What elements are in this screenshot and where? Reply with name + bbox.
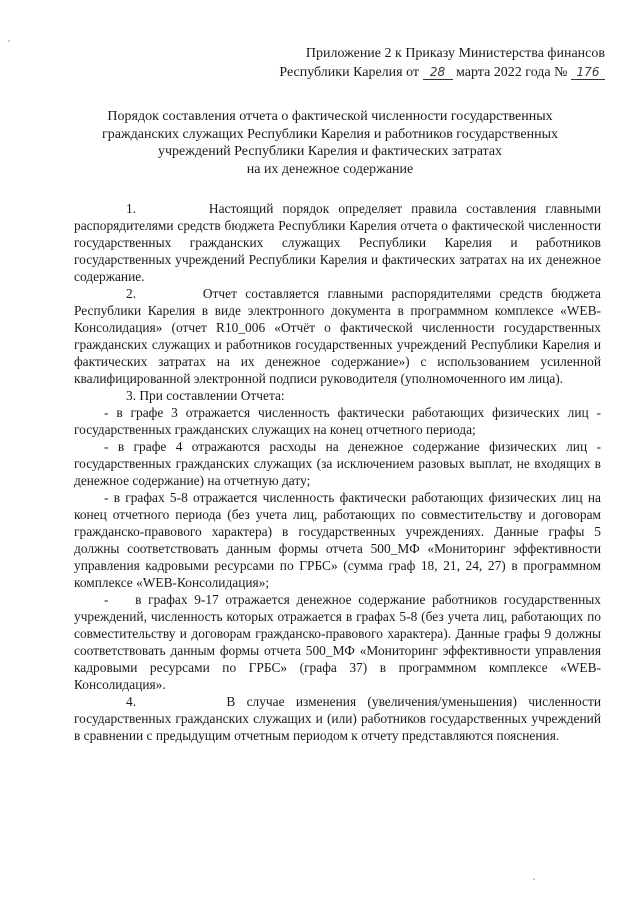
- paragraph-3-item-4: - в графах 9-17 отражается денежное содержание работников государственных учреждений, численность которых отражается в графах 5-8 (без учета лиц, работающих по совместительству и договорам гражданско-правового характера). Данные графы 9 должны соответствовать данным формы отчета 500_МФ «Мониторинг эффективности управления кадровыми ресурсами по ГРБС» (графа 37) в программном комплексе «WEB-Консолидация».: [74, 592, 601, 692]
- paragraph-3-item-1: - в графе 3 отражается численность фактически работающих физических лиц - государственных гражданских служащих на конец отчетного периода;: [74, 405, 601, 437]
- paragraph-2: 2. Отчет составляется главными распорядителями средств бюджета Республики Карелия в виде электронного документа в программном комплексе «WEB-Консолидация» (отчет R10_006 «Отчёт о фактической численности государственных гражданских служащих и работников государственных учреждений Республики Карелия и фактических затратах на их денежное содержание») с использованием усиленной квалифицированной электронной подписи руководителя (уполномоченного им лица).: [74, 286, 601, 386]
- scan-artifact: [8, 40, 10, 42]
- document-body: [74, 200, 601, 744]
- title-line: гражданских служащих Республики Карелия и работников государственных: [101, 126, 558, 142]
- header-line-2: [240, 63, 605, 82]
- header-line-2-prefix: Республики Карелия от: [279, 65, 420, 80]
- document-title: [80, 108, 580, 178]
- handwritten-number: 176: [571, 65, 605, 80]
- title-line: Порядок составления отчета о фактической численности государственных: [107, 109, 553, 124]
- handwritten-day: 28: [423, 65, 453, 80]
- document-header: [240, 44, 605, 82]
- paragraph-1: 1. Настоящий порядок определяет правила составления главными распорядителями средств бюджета Республики Карелия отчета о фактической численности государственных гражданских служащих Республики Карелия и работников государственных учреждений Республики Карелия и фактических затратах на их денежное содержание.: [74, 201, 601, 284]
- paragraph-4: 4. В случае изменения (увеличения/уменьшения) численности государственных гражданских служащих и (или) работников государственных учреждений в сравнении с предыдущим отчетным периодом к отчету представляются пояснения.: [74, 694, 601, 743]
- paragraph-3-item-2: - в графе 4 отражаются расходы на денежное содержание физических лиц - государственных гражданских служащих (за исключением разовых выплат, не входящих в денежное содержание) на отчетную дату;: [74, 439, 601, 488]
- title-line: учреждений Республики Карелия и фактических затратах: [157, 144, 503, 159]
- paragraph-3-item-3: - в графах 5-8 отражается численность фактически работающих физических лиц на конец отчетного периода (без учета лиц, работающих по совместительству и договорам гражданско-правового характера) в государственных учреждениях. Данные графы 5 должны соответствовать данным формы отчета 500_МФ «Мониторинг эффективности управления кадровыми ресурсами по ГРБС» (сумма граф 18, 21, 24, 27) в программном комплексе «WEB-Консолидация»;: [74, 490, 601, 590]
- scan-artifact: [533, 878, 535, 880]
- paragraph-3: 3. При составлении Отчета:: [126, 388, 285, 403]
- header-line-1: Приложение 2 к Приказу Министерства финансов: [305, 46, 605, 61]
- title-line: на их денежное содержание: [246, 161, 414, 177]
- header-line-2-middle: марта 2022 года №: [456, 65, 568, 80]
